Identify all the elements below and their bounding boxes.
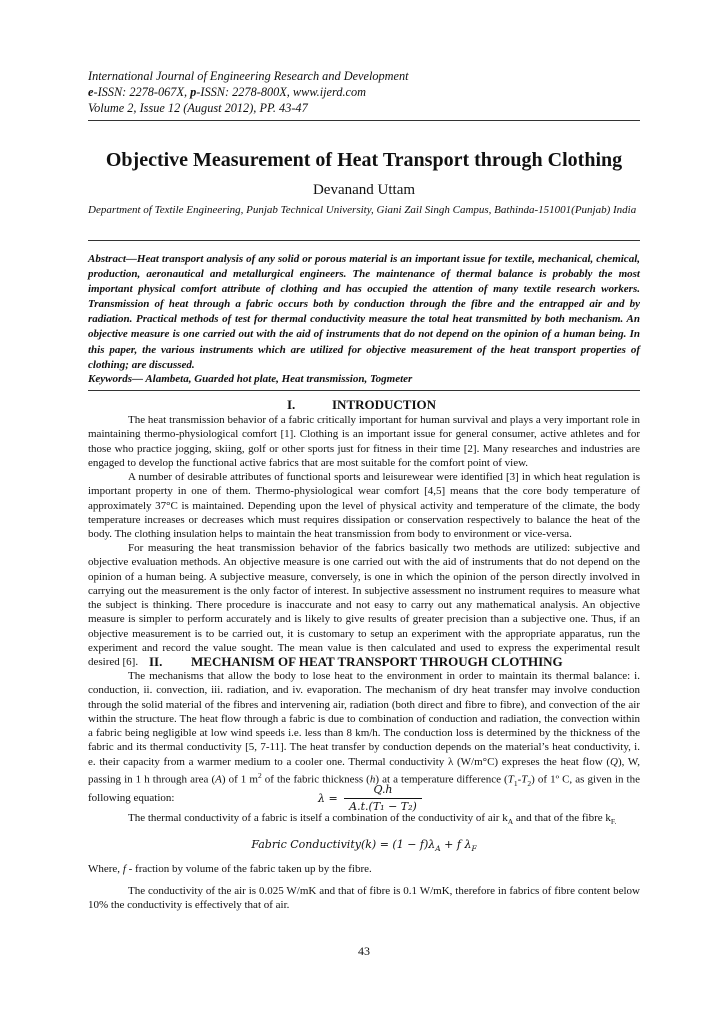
- keywords: Keywords— Alambeta, Guarded hot plate, Heat transmission, Togmeter: [88, 373, 413, 385]
- equation-lhs: λ =: [318, 792, 338, 805]
- section-title: INTRODUCTION: [332, 397, 437, 412]
- volume-line: Volume 2, Issue 12 (August 2012), PP. 43-47: [88, 101, 308, 115]
- section-number: I.: [287, 397, 296, 412]
- section-number: II.: [149, 654, 163, 669]
- abstract-top-rule: [88, 240, 640, 241]
- equation-denominator: A.t.(T₁ − T₂): [349, 800, 417, 813]
- mechanism-paragraph-3: Where, f - fraction by volume of the fabric taken up by the fibre.: [88, 863, 372, 875]
- journal-name: International Journal of Engineering Research and Development: [88, 69, 409, 83]
- author-affiliation: Department of Textile Engineering, Punjab Technical University, Giani Zail Singh Campus, Bathinda-151001(Punjab) India: [88, 204, 637, 216]
- equation-numerator: Q.h: [373, 783, 393, 796]
- header-rule: [88, 120, 640, 121]
- intro-paragraph-1: The heat transmission behavior of a fabric critically important for human survival and plays a very important role in maintaining thermo-physiological comfort [1]. Clothing is an important issue for general consumer, active athletes and for those who practice jogging, skiing, golf or other sports just for fitness in their time [2]. Many researches and industries are engaged to develop the functional active fabrics that are most suitable for the comfort point of view.: [88, 414, 640, 469]
- fraction-bar: [344, 798, 422, 799]
- abstract: Abstract—Heat transport analysis of any solid or porous material is an important issue for textile, mechanical, chemical, production, aeronautical and metallurgical engineers. The maintenance of thermal balance is probably the most important physical comfort attribute of clothing and has occupied the attention of many textile research workers. Transmission of heat through a fabric occurs both by conduction through the fibre and the entrapped air and by radiation. Practical methods of test for thermal conductivity measure the total heat transmitted by both mechanism. An objective measure is one carried out with the aid of instruments that do not depend on the opinion of a human being. In this paper, the various instruments which are utilized for objective measurement of the heat transport properties of clothing; are discussed.: [88, 253, 640, 371]
- intro-paragraph-3: For measuring the heat transmission behavior of the fabrics basically two methods are utilized: subjective and objective evaluation methods. An objective measure is one carried out with the aid of instruments that do not depend on the opinion of a human being. A subjective measure, conversely, is one in which the opinion of the person directly involved in carrying out the measurement is the only factor of interest. In subjective assessment no instrument requires to measure what the subject is thinking. There procedure is inaccurate and not easy to carry out any mathematical analysis. An objective measure is simpler to perform accurately and is likely to give results of greater precision than a subjective one. Thus, if an objective measurement is to be carried out, it is customary to setup an experiment with the appropriate apparatus, run the experiment and record the value sought. The mean value is then calculated and used to express the experimental result desired [6].: [88, 542, 640, 669]
- mechanism-paragraph-4: The conductivity of the air is 0.025 W/mK and that of fibre is 0.1 W/mK, therefore in fabrics of fibre content below 10% the conductivity is effectively that of air.: [88, 885, 640, 912]
- equation-fraction: [344, 783, 422, 813]
- keywords-rule: [88, 390, 640, 391]
- issn-line: e-ISSN: 2278-067X, p-ISSN: 2278-800X, www.ijerd.com: [88, 85, 367, 99]
- mechanism-paragraph-2: The thermal conductivity of a fabric is itself a combination of the conductivity of air $k_A$ and that of the fibre $k_{F.}$: [128, 812, 617, 827]
- journal-header: [88, 68, 409, 116]
- section-title: MECHANISM OF HEAT TRANSPORT THROUGH CLOTHING: [191, 654, 563, 669]
- mechanism-paragraph-1: The mechanisms that allow the body to lose heat to the environment in order to maintain its thermal balance: i. conduction, ii. convection, iii. radiation, and iv. evaporation. The mechanism of dry heat transfer may involve conduction through the solid material of the fibres and intervening air, radiation (both direct and fibre to fibre), and convection of the air within the structure. The heat flow through a fabric is due to combination of conduction and radiation, the convection within a fabric being negligible at low wind speeds i.e. less than 8 km/h. The conduction loss is determined by the thickness of the fabric and its thermal conductivity [5, 7-11]. The heat transfer by conduction depends on the material’s heat conductivity, i. e. their capacity from a warmer medium to a cooler one. Thermal conductivity λ (W/m°C) expreses the heat flow (Q), W, passing in 1 h through area (A) of 1 $m^2$ of the fabric thickness (h) at a temperature difference $(T_1-T_2)$ of 1º C, as given in the following equation:: [88, 670, 641, 805]
- fabric-conductivity-equation: Fabric Conductivity(k) = $(1 - f)\lambda_A + f$ $\lambda_F$: [251, 838, 477, 854]
- author-name: Devanand Uttam: [312, 182, 416, 198]
- paper-title: Objective Measurement of Heat Transport through Clothing: [105, 149, 623, 171]
- intro-paragraph-2: A number of desirable attributes of functional sports and leisurewear were identified [3] in which heat regulation is important property in one of them. Thermo-physiological wear comfort [4,5] means that the core body temperature of approximately 37°C is maintained. Depending upon the level of physical activity and temperature of the climate, the body temperature increases or decreases which must requires dissipation or conservation respectively to balance the heat of the body. The clothing insulation helps to maintain the heat transmission from body to environment or vice-versa.: [88, 471, 640, 541]
- page-number: 43: [358, 944, 370, 958]
